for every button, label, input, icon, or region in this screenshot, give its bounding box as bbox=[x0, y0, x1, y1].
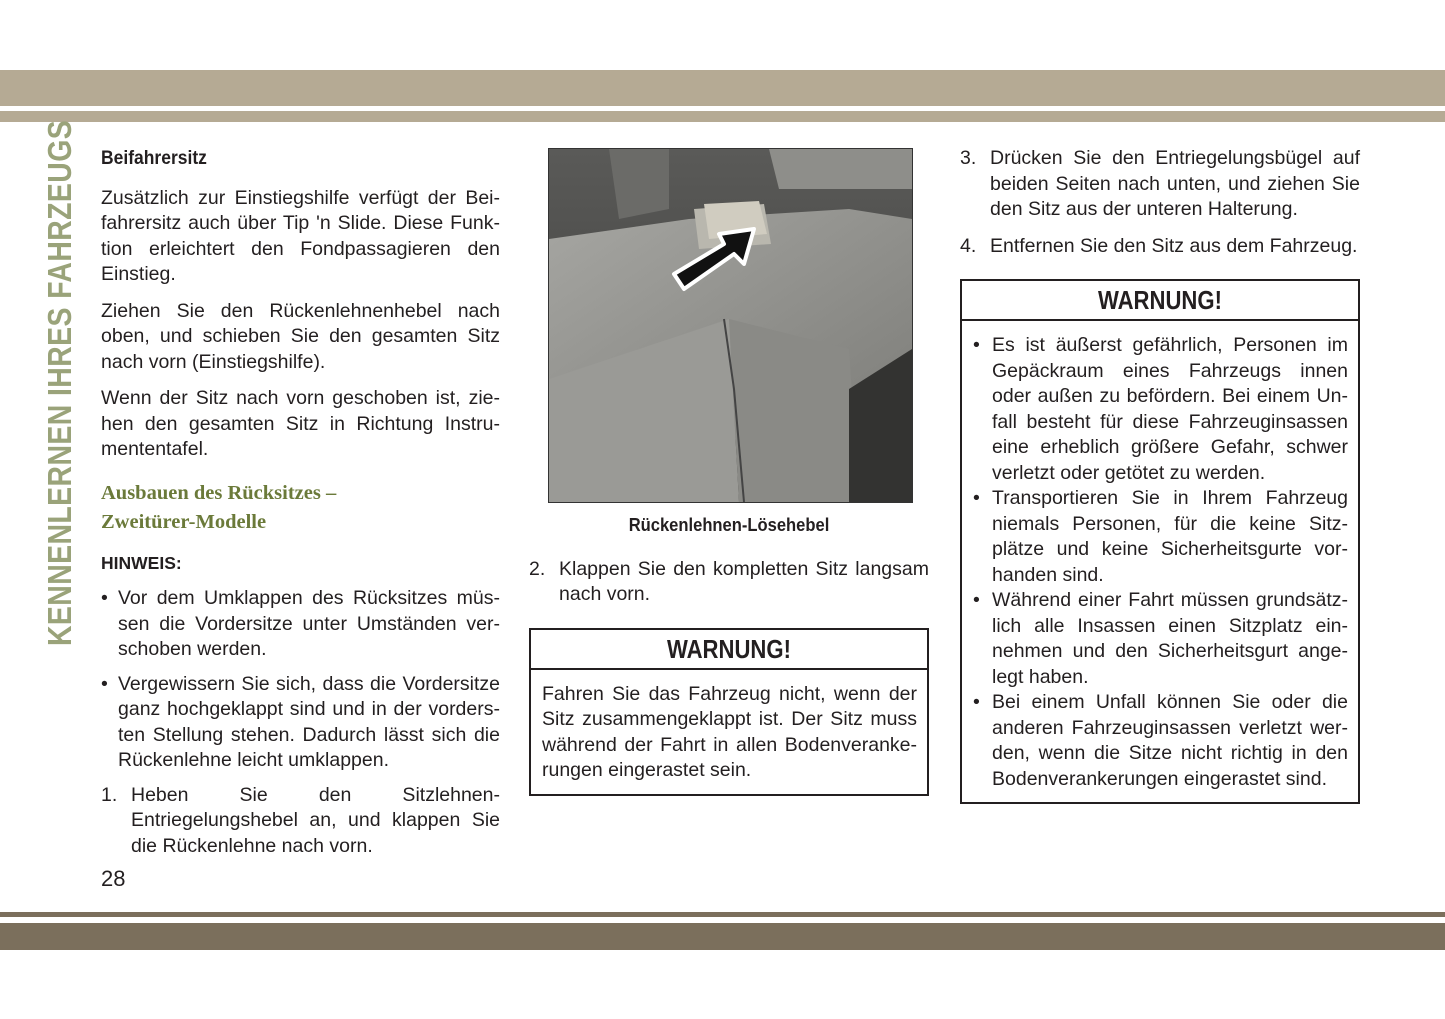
step-number: 1. bbox=[101, 783, 118, 806]
list-item: • Bei einem Unfall können Sie oder die anderen Fahrzeuginsassen verletzt wer-den, wenn die Sitze nicht richtig in den Bodenverankerungen eingerastet sind. bbox=[973, 690, 1348, 792]
warning-body bbox=[531, 670, 927, 794]
step-text: Drücken Sie den Entriegelungsbügel auf beiden Seiten nach unten, und ziehen Sie den Sitz aus der unteren Halterung. bbox=[990, 147, 1360, 220]
step-text: Entfernen Sie den Sitz aus dem Fahrzeug. bbox=[990, 234, 1358, 257]
list-item: • Es ist äußerst gefährlich, Personen im Gepäckraum eines Fahrzeugs innen oder außen zu befördern. Bei einem Un-fall besteht für diese Fahrzeuginsassen eine erheblich größere Gefahr, schwer verletzt oder getötet zu werden. bbox=[973, 333, 1348, 486]
step-2 bbox=[529, 557, 929, 608]
section-heading-line: Zweitürer-Modelle bbox=[101, 510, 267, 533]
page-number: 28 bbox=[101, 866, 126, 891]
footer-band bbox=[0, 923, 1445, 950]
chapter-side-title: KENNENLERNEN IHRES FAHRZEUGS bbox=[41, 119, 78, 646]
note-list bbox=[101, 586, 500, 774]
list-item: • Vor dem Umklappen des Rücksitzes müs-sen die Vordersitze unter Umständen ver-schoben werden. bbox=[101, 586, 500, 663]
warning-title-text: WARNUNG! bbox=[1098, 285, 1222, 315]
column-right bbox=[960, 146, 1360, 804]
warning-box bbox=[529, 628, 929, 796]
step-1 bbox=[101, 783, 500, 860]
step-number: 3. bbox=[960, 147, 977, 169]
step-4 bbox=[960, 234, 1360, 260]
warning-list bbox=[973, 333, 1348, 792]
paragraph: Zusätzlich zur Einstiegshilfe verfügt der Bei-fahrersitz auch über Tip 'n Slide. Diese Funk-tion erleichtert den Fondpassagieren den Einstieg. bbox=[101, 186, 500, 285]
step-text: Heben Sie den Sitzlehnen-Entriegelungshebel an, und klappen Sie die Rückenlehne nach vorn. bbox=[131, 783, 500, 857]
paragraph: Ziehen Sie den Rückenlehnenhebel nach oben, und schieben Sie den gesamten Sitz nach vorn (Einstiegshilfe). bbox=[101, 299, 500, 373]
column-left bbox=[101, 146, 500, 870]
section-heading-line: Ausbauen des Rücksitzes – bbox=[101, 481, 337, 504]
list-item: • Transportieren Sie in Ihrem Fahrzeug niemals Personen, für die keine Sitz-plätze und keine Sicherheitsgurte vor-handen sind. bbox=[973, 486, 1348, 588]
step-number: 4. bbox=[960, 234, 977, 257]
footer-rule bbox=[0, 912, 1445, 917]
seat-release-lever-photo bbox=[548, 148, 913, 503]
paragraph: Wenn der Sitz nach vorn geschoben ist, zie-hen den gesamten Sitz in Richtung Instru-mententafel. bbox=[101, 387, 500, 460]
list-item: • Vergewissern Sie sich, dass die Vordersitze ganz hochgeklappt sind und in der vorders-ten Stellung stehen. Dadurch lässt sich die Rückenlehne leicht umklappen. bbox=[101, 672, 500, 774]
header-rule bbox=[0, 111, 1445, 122]
seat-photo-illustration bbox=[549, 149, 912, 502]
warning-box bbox=[960, 279, 1360, 804]
section-heading-remove-rear-seat bbox=[101, 479, 500, 537]
step-number: 2. bbox=[529, 557, 546, 580]
header-band bbox=[0, 70, 1445, 106]
warning-body bbox=[962, 321, 1358, 802]
step-text: Klappen Sie den kompletten Sitz langsam nach vorn. bbox=[559, 557, 929, 605]
image-caption: Rückenlehnen-Lösehebel bbox=[628, 515, 830, 535]
warning-title bbox=[531, 630, 927, 670]
section-heading-passenger-seat: Beifahrersitz bbox=[101, 148, 207, 169]
column-middle bbox=[529, 148, 929, 796]
warning-title-text: WARNUNG! bbox=[667, 633, 791, 664]
note-label: HINWEIS: bbox=[101, 552, 182, 573]
warning-title bbox=[962, 281, 1358, 321]
step-3 bbox=[960, 146, 1360, 223]
warning-text: Fahren Sie das Fahrzeug nicht, wenn der Sitz zusammengeklappt ist. Der Sitz muss während der Fahrt in allen Bodenveranke-rungen eingerastet sein. bbox=[542, 682, 917, 781]
list-item: • Während einer Fahrt müssen grundsätz-lich alle Insassen einen Sitzplatz ein-nehmen und den Sicherheitsgurt ange-legt haben. bbox=[973, 588, 1348, 690]
